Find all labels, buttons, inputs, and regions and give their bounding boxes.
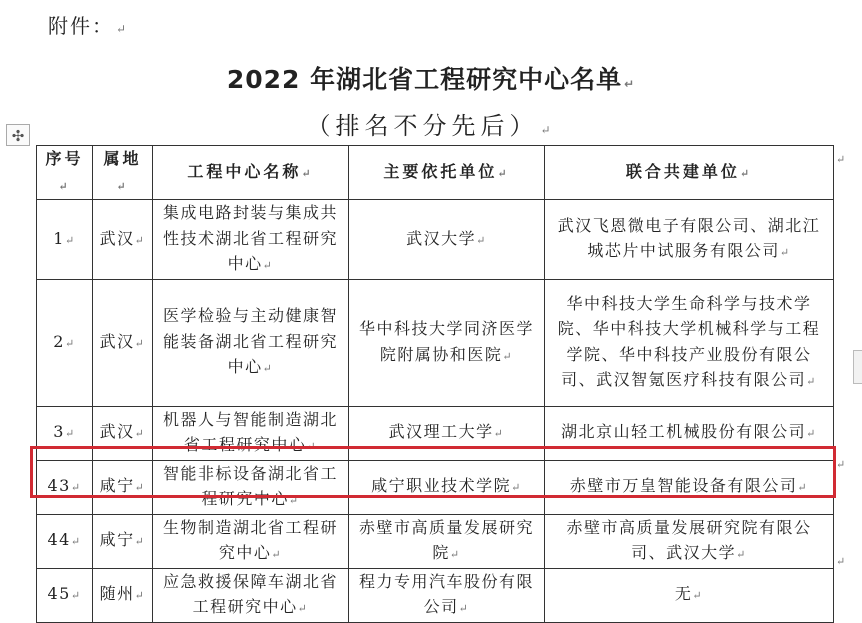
table-row <box>37 568 834 622</box>
cell-host-unit: 程力专用汽车股份有限公司↵ <box>349 568 545 622</box>
cell-host-unit: 武汉大学↵ <box>349 200 545 280</box>
document-subtitle: （排名不分先后） ↵ <box>306 112 556 140</box>
cell-region: 咸宁↵ <box>93 460 153 514</box>
cell-partner-unit: 赤壁市万皇智能设备有限公司↵ <box>545 460 834 514</box>
cell-no: 3↵ <box>37 406 93 460</box>
header-cell: 联合共建单位↵ <box>545 146 834 200</box>
row-end-mark: ↵ <box>836 458 846 471</box>
table-row <box>37 279 834 406</box>
cell-region: 随州↵ <box>93 568 153 622</box>
cell-partner-unit: 湖北京山轻工机械股份有限公司↵ <box>545 406 834 460</box>
header-cell: 工程中心名称↵ <box>153 146 349 200</box>
cell-region: 武汉↵ <box>93 279 153 406</box>
cell-partner-unit: 无↵ <box>545 568 834 622</box>
cell-region: 武汉↵ <box>93 200 153 280</box>
header-cell: 序号↵ <box>37 146 93 200</box>
cell-host-unit: 赤壁市高质量发展研究院↵ <box>349 514 545 568</box>
cell-center-name: 机器人与智能制造湖北省工程研究中心↵ <box>153 406 349 460</box>
ruler-tab <box>853 350 862 384</box>
cell-host-unit: 华中科技大学同济医学院附属协和医院↵ <box>349 279 545 406</box>
cell-partner-unit: 赤壁市高质量发展研究院有限公司、武汉大学↵ <box>545 514 834 568</box>
paragraph-mark: ↵ <box>540 123 556 137</box>
engineering-center-table <box>36 145 834 623</box>
cell-host-unit: 咸宁职业技术学院↵ <box>349 460 545 514</box>
table-move-handle-icon[interactable]: ✣ <box>6 124 30 146</box>
cell-region: 咸宁↵ <box>93 514 153 568</box>
cell-partner-unit: 武汉飞恩微电子有限公司、湖北江城芯片中试服务有限公司↵ <box>545 200 834 280</box>
document-title: 2022 年湖北省工程研究中心名单 ↵ <box>226 65 636 94</box>
cell-center-name: 集成电路封装与集成共性技术湖北省工程研究中心↵ <box>153 200 349 280</box>
table-header-row <box>37 146 834 200</box>
row-end-mark: ↵ <box>836 153 846 166</box>
cell-no: 43↵ <box>37 460 93 514</box>
row-end-mark: ↵ <box>836 555 846 568</box>
highlight-box <box>30 446 836 498</box>
cell-no: 45↵ <box>37 568 93 622</box>
cell-center-name: 医学检验与主动健康智能装备湖北省工程研究中心↵ <box>153 279 349 406</box>
cell-no: 2↵ <box>37 279 93 406</box>
paragraph-mark: ↵ <box>116 22 129 36</box>
cell-center-name: 智能非标设备湖北省工程研究中心↵ <box>153 460 349 514</box>
cell-center-name: 应急救援保障车湖北省工程研究中心↵ <box>153 568 349 622</box>
cell-no: 1↵ <box>37 200 93 280</box>
cell-no: 44↵ <box>37 514 93 568</box>
table-row <box>37 514 834 568</box>
cell-partner-unit: 华中科技大学生命科学与技术学院、华中科技大学机械科学与工程学院、华中科技产业股份有限公司、武汉智氪医疗科技有限公司↵ <box>545 279 834 406</box>
table-row <box>37 200 834 280</box>
cell-center-name: 生物制造湖北省工程研究中心↵ <box>153 514 349 568</box>
header-cell: 属地↵ <box>93 146 153 200</box>
paragraph-mark: ↵ <box>624 77 636 91</box>
header-cell: 主要依托单位↵ <box>349 146 545 200</box>
cell-region: 武汉↵ <box>93 406 153 460</box>
attachment-label: 附件： ↵ <box>48 14 129 38</box>
cell-host-unit: 武汉理工大学↵ <box>349 406 545 460</box>
